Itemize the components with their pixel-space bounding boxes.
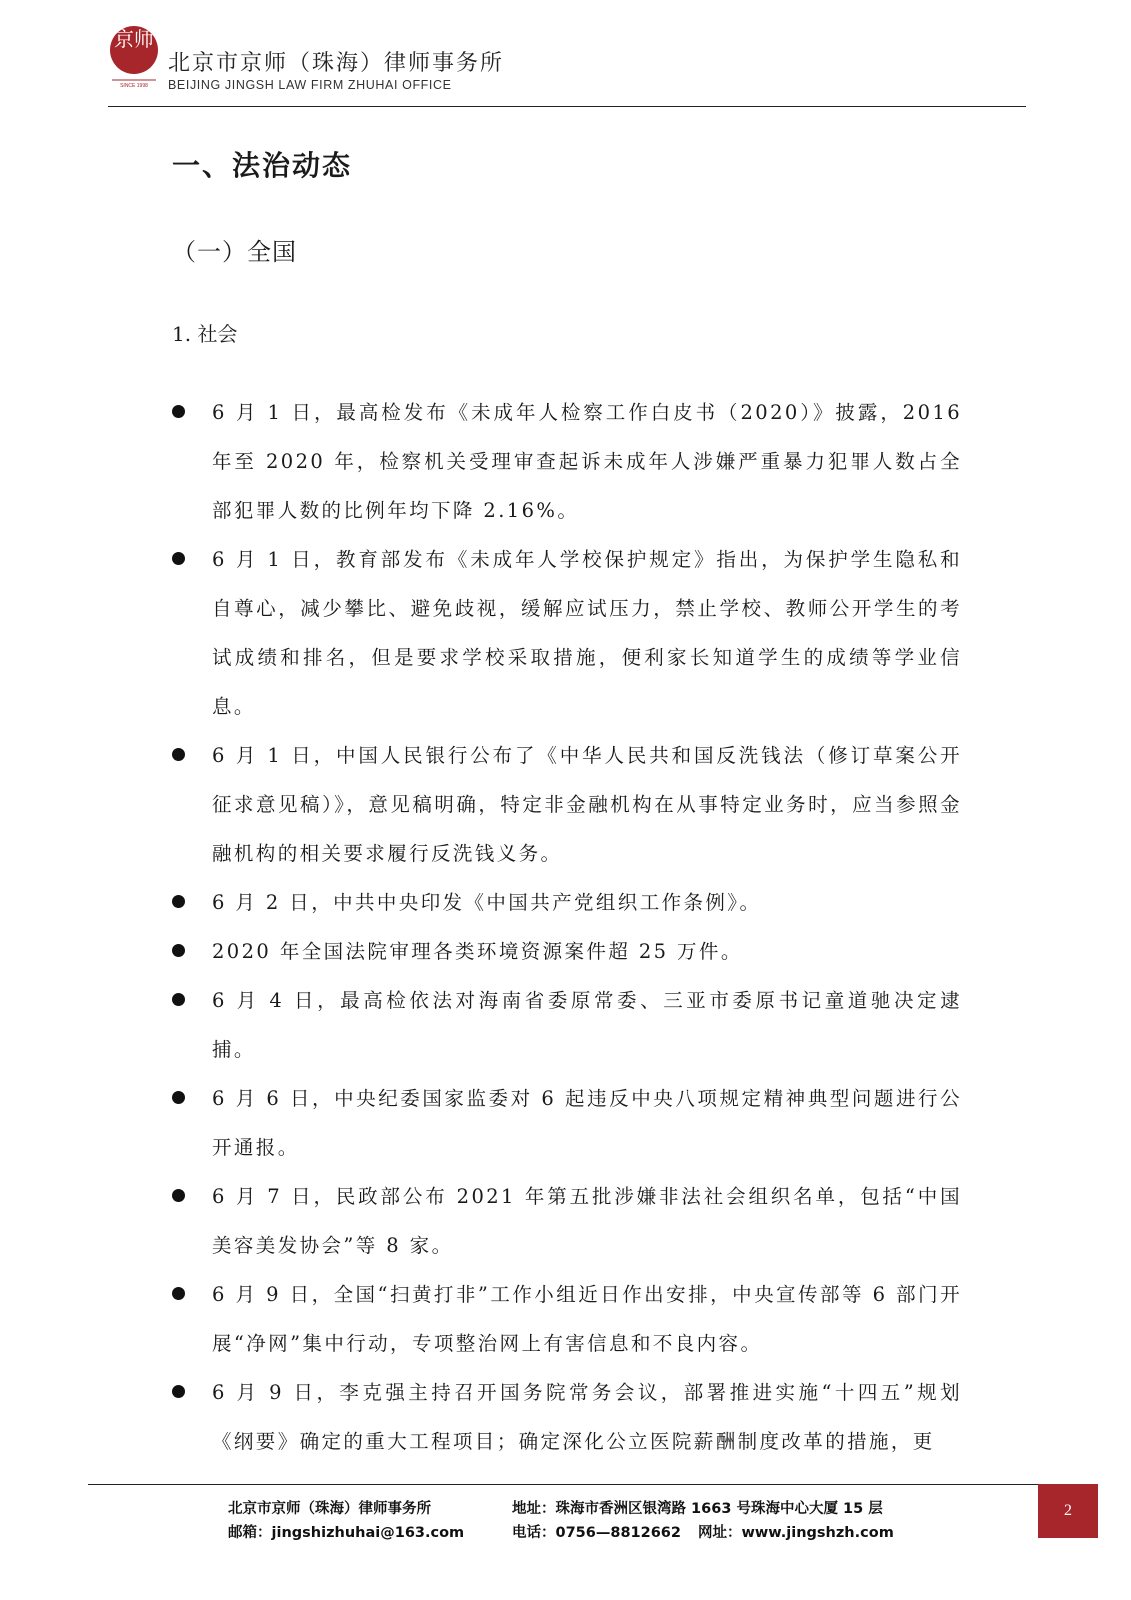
- news-item: [172, 1270, 962, 1368]
- news-item-text: 6 月 1 日，教育部发布《未成年人学校保护规定》指出，为保护学生隐私和自尊心，减少攀比、避免歧视，缓解应试压力，禁止学校、教师公开学生的考试成绩和排名，但是要求学校采取措施，便利家长知道学生的成绩等学业信息。: [212, 548, 962, 718]
- news-item-text: 6 月 4 日，最高检依法对海南省委原常委、三亚市委原书记童道驰决定逮捕。: [212, 989, 962, 1061]
- bullet-icon: [172, 552, 185, 565]
- news-item: [172, 927, 962, 976]
- news-item-text: 6 月 1 日，中国人民银行公布了《中华人民共和国反洗钱法（修订草案公开征求意见稿）》，意见稿明确，特定非金融机构在从事特定业务时，应当参照金融机构的相关要求履行反洗钱义务。: [212, 744, 962, 865]
- bullet-icon: [172, 1189, 185, 1202]
- bullet-icon: [172, 748, 185, 761]
- svg-text:SINCE 1998: SINCE 1998: [120, 83, 148, 89]
- firm-name-en: BEIJING JINGSH LAW FIRM ZHUHAI OFFICE: [168, 78, 452, 92]
- news-item-text: 6 月 7 日，民政部公布 2021 年第五批涉嫌非法社会组织名单，包括“中国美容美发协会”等 8 家。: [212, 1185, 962, 1257]
- news-item-text: 2020 年全国法院审理各类环境资源案件超 25 万件。: [212, 940, 743, 963]
- news-item-text: 6 月 6 日，中央纪委国家监委对 6 起违反中央八项规定精神典型问题进行公开通报。: [212, 1087, 962, 1159]
- news-item: [172, 388, 962, 535]
- section-title: 一、法治动态: [172, 149, 353, 182]
- svg-text:京师: 京师: [114, 27, 154, 51]
- bullet-icon: [172, 405, 185, 418]
- bullet-icon: [172, 1287, 185, 1300]
- bullet-icon: [172, 895, 185, 908]
- footer-firm: 北京市京师（珠海）律师事务所: [228, 1501, 431, 1517]
- news-item: [172, 878, 962, 927]
- footer-phone: 电话：0756—8812662: [512, 1525, 681, 1541]
- footer-website: 网址：www.jingshzh.com: [698, 1525, 894, 1541]
- page-number: 2: [1038, 1484, 1098, 1538]
- bullet-icon: [172, 944, 185, 957]
- news-list: [172, 388, 962, 1466]
- news-item-text: 6 月 9 日，全国“扫黄打非”工作小组近日作出安排，中央宣传部等 6 部门开展“净网”集中行动，专项整治网上有害信息和不良内容。: [212, 1283, 962, 1355]
- category-title: 1. 社会: [172, 322, 238, 346]
- news-item-text: 6 月 1 日，最高检发布《未成年人检察工作白皮书（2020）》披露，2016 年至 2020 年，检察机关受理审查起诉未成年人涉嫌严重暴力犯罪人数占全部犯罪人数的比例年均下降 2.16%。: [212, 401, 962, 522]
- bullet-icon: [172, 1385, 185, 1398]
- news-item: [172, 1172, 962, 1270]
- subsection-title: （一）全国: [172, 238, 297, 266]
- footer-email: 邮箱：jingshizhuhai@163.com: [228, 1525, 465, 1541]
- news-item: [172, 731, 962, 878]
- news-item-text: 6 月 2 日，中共中央印发《中国共产党组织工作条例》。: [212, 891, 762, 914]
- bullet-icon: [172, 1091, 185, 1104]
- news-item: [172, 535, 962, 731]
- firm-logo: [108, 20, 160, 90]
- news-item: [172, 976, 962, 1074]
- firm-name-cn: 北京市京师（珠海）律师事务所: [168, 51, 505, 76]
- bullet-icon: [172, 993, 185, 1006]
- news-item: [172, 1074, 962, 1172]
- news-item: [172, 1368, 962, 1466]
- news-item-text: 6 月 9 日，李克强主持召开国务院常务会议，部署推进实施“十四五”规划《纲要》确定的重大工程项目；确定深化公立医院薪酬制度改革的措施，更: [212, 1381, 962, 1453]
- page-footer: [88, 1484, 1098, 1555]
- footer-address: 地址：珠海市香洲区银湾路 1663 号珠海中心大厦 15 层: [512, 1501, 883, 1517]
- page-header: [108, 20, 1026, 107]
